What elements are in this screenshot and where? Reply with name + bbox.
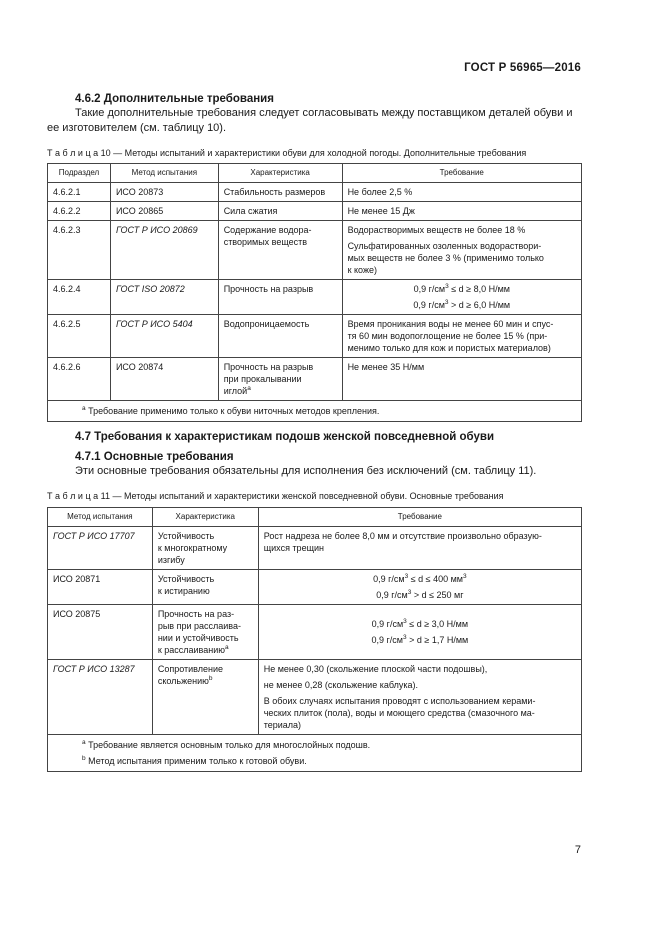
table-row <box>48 280 582 315</box>
requirement-cell <box>342 315 581 358</box>
formula-text: 0,9 г/см <box>373 574 405 584</box>
cell-line: изгибу <box>157 555 185 565</box>
section-heading-4-7: 4.7 Требования к характеристикам подошв женской повседневной обуви <box>75 431 495 443</box>
cell-line: Устойчивость <box>157 531 215 541</box>
note-text: Требование применимо только к обуви ниточных методов крепления. <box>85 406 380 416</box>
footnote-marker: b <box>82 755 86 762</box>
note-text: Требование является основным только для многослойных подошв. <box>85 740 371 750</box>
characteristic-cell: Сила сжатия <box>218 202 342 221</box>
requirement-cell <box>342 221 581 280</box>
table-row <box>48 183 582 202</box>
table-note <box>82 755 547 767</box>
table-row <box>48 202 582 221</box>
footnote-marker: a <box>225 644 229 651</box>
table-notes <box>48 735 582 772</box>
formula-text: 0,9 г/см <box>413 300 445 310</box>
table-row <box>48 358 582 401</box>
column-header: Требование <box>342 164 581 183</box>
cell-line: мых веществ не более 3 % (применимо только <box>347 253 544 263</box>
method-cell: ГОСТ Р ИСО 20869 <box>110 221 218 280</box>
formula-text: > d ≥ 6,0 Н/мм <box>448 300 511 310</box>
subsection-cell: 4.6.2.5 <box>48 315 111 358</box>
formula-line <box>348 283 576 295</box>
method-cell: ГОСТ Р ИСО 13287 <box>48 660 153 735</box>
footnote-marker: b <box>208 675 213 682</box>
note-text: Метод испытания применим только к готовой обуви. <box>85 756 307 766</box>
section-heading-4-7-1: 4.7.1 Основные требования <box>75 451 234 463</box>
cell-line: Прочность на разрыв <box>223 362 314 372</box>
requirement-cell: Не менее 15 Дж <box>342 202 581 221</box>
superscript: 3 <box>403 634 407 641</box>
formula-text: 0,9 г/см <box>371 635 403 645</box>
requirement-cell <box>258 527 581 570</box>
cell-line: Не менее 0,30 (скольжение плоской части подошвы), <box>263 664 488 674</box>
characteristic-cell <box>152 605 258 660</box>
formula-text: 0,9 г/см <box>376 590 408 600</box>
formula-text: > d ≥ 1,7 Н/мм <box>406 635 469 645</box>
table-row <box>48 527 582 570</box>
column-header: Подраздел <box>48 164 111 183</box>
cell-line <box>224 385 337 397</box>
table-note-row <box>48 401 582 422</box>
requirement-cell <box>258 660 581 735</box>
cell-line <box>158 675 253 687</box>
cell-line: не менее 0,28 (скольжение каблука). <box>263 680 418 690</box>
cell-line: Сопротивление <box>157 664 224 674</box>
table-row <box>48 570 582 605</box>
table-note-row <box>48 735 582 772</box>
formula-text: ≤ d ≥ 3,0 Н/мм <box>406 619 469 629</box>
table-11-caption: Т а б л и ц а 11 — Методы испытаний и характеристики женской повседневной обуви. Основные требования <box>47 491 504 501</box>
characteristic-cell: Стабильность размеров <box>218 183 342 202</box>
cell-line: к истиранию <box>157 586 210 596</box>
page-number: 7 <box>574 844 581 856</box>
method-cell: ИСО 20871 <box>48 570 153 605</box>
cell-line: при прокалывании <box>223 374 302 384</box>
formula-line <box>264 618 576 630</box>
cell-text: иглой <box>223 386 248 396</box>
formula-text: ≤ d ≤ 400 мм <box>408 574 463 584</box>
cell-text: скольжению <box>157 676 209 686</box>
subsection-cell: 4.6.2.2 <box>48 202 111 221</box>
cell-line: Устойчивость <box>157 574 215 584</box>
table-row <box>48 605 582 660</box>
cell-line: Рост надреза не более 8,0 мм и отсутствие произвольно образую- <box>263 531 542 541</box>
cell-line <box>158 644 253 656</box>
table-row <box>48 315 582 358</box>
table-note <box>82 739 547 751</box>
paragraph-line: ее изготовителем (см. таблицу 10). <box>47 122 227 134</box>
requirement-cell <box>342 280 581 315</box>
method-cell: ИСО 20874 <box>110 358 218 401</box>
formula-line <box>264 634 576 646</box>
column-header: Характеристика <box>218 164 342 183</box>
formula-line <box>348 299 576 311</box>
column-header: Метод испытания <box>48 508 153 527</box>
superscript: 3 <box>463 573 467 580</box>
table-11 <box>47 507 582 772</box>
footnote-marker: a <box>247 385 251 392</box>
paragraph-line: Такие дополнительные требования следует согласовывать между поставщиком деталей обуви и <box>75 107 573 119</box>
table-row <box>48 221 582 280</box>
cell-line: менимо только для кож и пористых материалов) <box>347 343 551 353</box>
cell-line: к многократному <box>157 543 228 553</box>
formula-text: > d ≤ 250 мг <box>411 590 464 600</box>
requirement-cell: Не менее 35 Н/мм <box>342 358 581 401</box>
characteristic-cell: Прочность на разрыв <box>218 280 342 315</box>
cell-line: ческих плиток (пола), воды и моющего средства (смазочного ма- <box>263 708 535 718</box>
cell-line: створимых веществ <box>223 237 308 247</box>
characteristic-cell <box>218 358 342 401</box>
superscript: 3 <box>404 573 409 580</box>
column-header: Характеристика <box>152 508 258 527</box>
method-cell: ГОСТ Р ИСО 5404 <box>110 315 218 358</box>
cell-line: Прочность на раз- <box>157 609 235 619</box>
method-cell: ГОСТ ISO 20872 <box>110 280 218 315</box>
formula-text: 0,9 г/см <box>371 619 404 629</box>
footnote-marker: a <box>82 739 86 746</box>
table-header-row <box>48 508 582 527</box>
cell-line: к коже) <box>347 265 377 275</box>
formula-line <box>264 573 576 585</box>
table-10-caption: Т а б л и ц а 10 — Методы испытаний и характеристики обуви для холодной погоды. Дополнительные требования <box>47 148 527 158</box>
subsection-cell: 4.6.2.4 <box>48 280 111 315</box>
table-header-row <box>48 164 582 183</box>
footnote-marker: a <box>82 405 86 412</box>
column-header: Метод испытания <box>110 164 218 183</box>
requirement-cell: Не более 2,5 % <box>342 183 581 202</box>
superscript: 3 <box>403 618 407 625</box>
superscript: 3 <box>444 299 449 306</box>
requirement-cell <box>258 605 581 660</box>
superscript: 3 <box>407 589 412 596</box>
cell-line: рыв при расслаива- <box>157 621 241 631</box>
formula-text: 0,9 г/см <box>413 284 446 294</box>
characteristic-cell <box>152 527 258 570</box>
cell-text: к расслаиванию <box>157 645 225 655</box>
cell-line: териала) <box>263 720 302 730</box>
subsection-cell: 4.6.2.3 <box>48 221 111 280</box>
cell-line: Время проникания воды не менее 60 мин и спус- <box>347 319 554 329</box>
cell-line: щихся трещин <box>263 543 324 553</box>
formula-text: ≤ d ≥ 8,0 Н/мм <box>448 284 510 294</box>
superscript: 3 <box>445 283 449 290</box>
formula-line <box>264 589 576 601</box>
method-cell: ИСО 20865 <box>110 202 218 221</box>
method-cell: ИСО 20873 <box>110 183 218 202</box>
requirement-cell <box>258 570 581 605</box>
cell-line: Водорастворимых веществ не более 18 % <box>347 225 526 235</box>
section-heading-4-6-2: 4.6.2 Дополнительные требования <box>75 93 274 105</box>
paragraph-line: Эти основные требования обязательны для исполнения без исключений (см. таблицу 11). <box>75 465 537 477</box>
cell-line: Содержание водора- <box>223 225 312 235</box>
characteristic-cell <box>152 570 258 605</box>
method-cell: ГОСТ Р ИСО 17707 <box>48 527 153 570</box>
method-cell: ИСО 20875 <box>48 605 153 660</box>
cell-line: Сульфатированных озоленных водораствори- <box>347 241 542 251</box>
characteristic-cell <box>218 221 342 280</box>
table-row <box>48 660 582 735</box>
cell-line: нии и устойчивость <box>157 633 239 643</box>
subsection-cell: 4.6.2.1 <box>48 183 111 202</box>
column-header: Требование <box>258 508 581 527</box>
characteristic-cell: Водопроницаемость <box>218 315 342 358</box>
cell-line: тя 60 мин водопоглощение не более 15 % (при- <box>347 331 548 341</box>
table-note <box>48 401 582 422</box>
cell-line: В обоих случаях испытания проводят с использованием керами- <box>263 696 536 706</box>
characteristic-cell <box>152 660 258 735</box>
subsection-cell: 4.6.2.6 <box>48 358 111 401</box>
table-10 <box>47 163 582 422</box>
document-code: ГОСТ Р 56965—2016 <box>464 62 581 74</box>
